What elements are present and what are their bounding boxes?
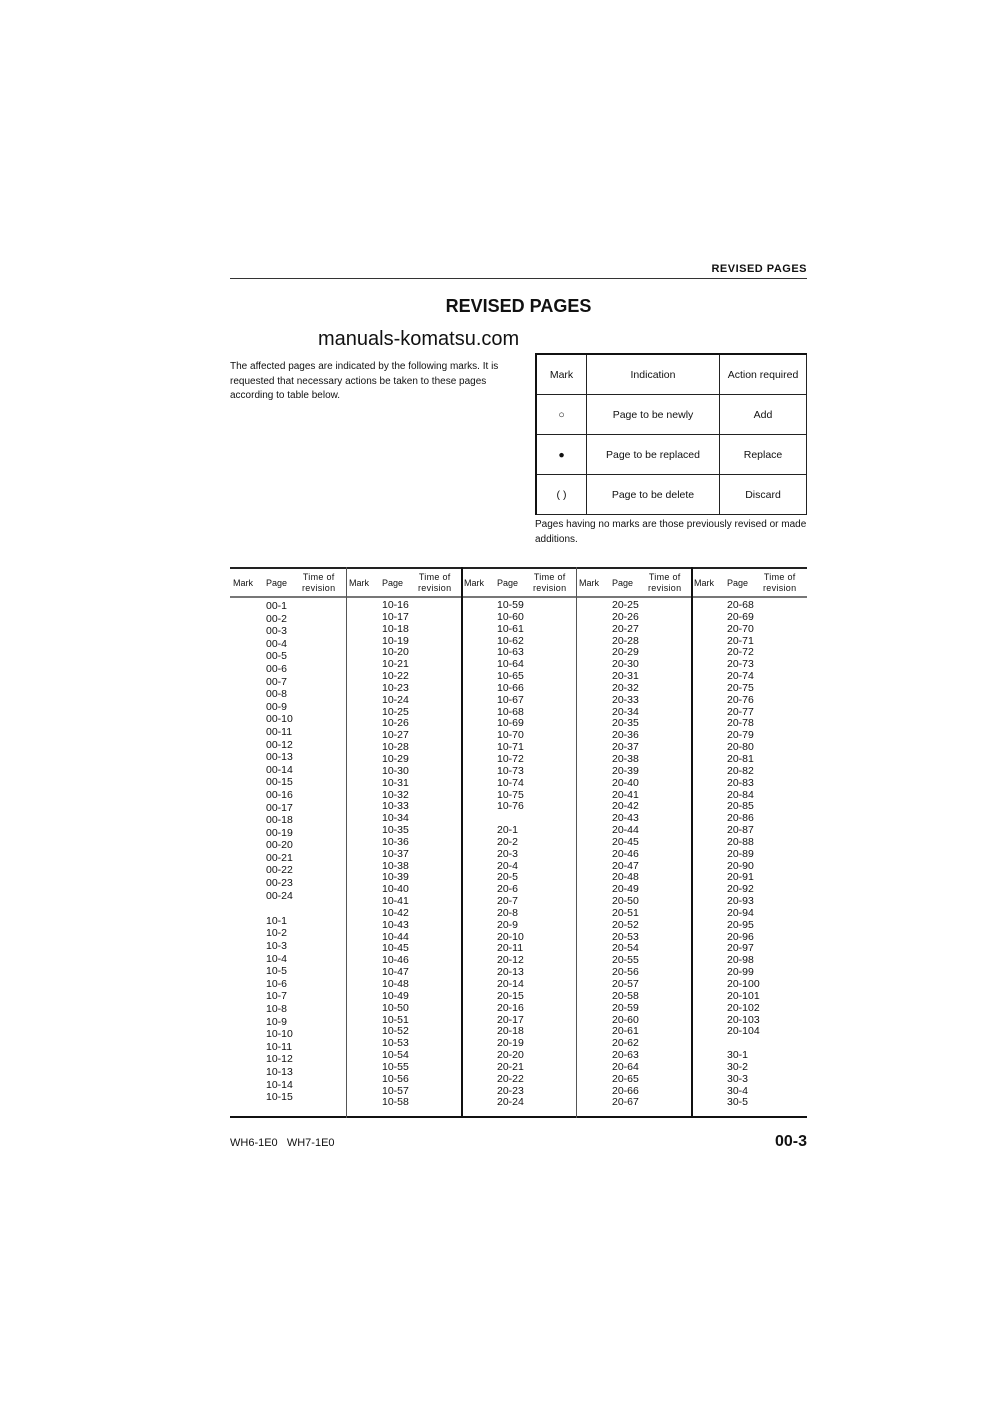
page-entry: 10-51 bbox=[382, 1013, 409, 1026]
page-entry: 20-77 bbox=[727, 705, 754, 718]
page-entry: 20-36 bbox=[612, 729, 639, 742]
page-entry: 10-72 bbox=[497, 752, 524, 765]
legend-header-action: Action required bbox=[720, 354, 807, 395]
page-entry: 20-86 bbox=[727, 812, 754, 825]
header-time: Time of bbox=[302, 572, 335, 582]
page-entry: 10-71 bbox=[497, 741, 524, 754]
page-entry: 20-37 bbox=[612, 741, 639, 754]
page-entry: 20-72 bbox=[727, 646, 754, 659]
page-entry: 10-1 bbox=[266, 914, 288, 927]
page-entry: 20-91 bbox=[727, 871, 754, 884]
page-entry: 20-98 bbox=[727, 954, 754, 967]
page-entry: 30-3 bbox=[727, 1072, 749, 1085]
page-entry: 20-61 bbox=[612, 1025, 639, 1038]
page-entry: 20-9 bbox=[497, 918, 519, 931]
page-entry: 20-59 bbox=[612, 1001, 639, 1014]
page-entry: 20-54 bbox=[612, 942, 639, 955]
page-entry: 10-11 bbox=[266, 1040, 293, 1053]
page-entry: 20-27 bbox=[612, 622, 639, 635]
page-entry: 20-81 bbox=[727, 752, 754, 765]
legend-indication: Page to be delete bbox=[587, 475, 720, 515]
open-circle-icon: ○ bbox=[536, 395, 587, 435]
page-entry: 20-10 bbox=[497, 930, 524, 943]
column-header-page bbox=[382, 570, 403, 596]
column-header-time-of-revision bbox=[763, 570, 796, 596]
page-entry: 00-14 bbox=[266, 763, 293, 776]
page-entry: 20-1 bbox=[497, 824, 519, 837]
table-header-rule bbox=[230, 596, 807, 598]
page-entry: 10-35 bbox=[382, 824, 409, 837]
page-entry: 20-16 bbox=[497, 1001, 524, 1014]
page-entry: 20-6 bbox=[497, 883, 519, 896]
page-entry: 00-8 bbox=[266, 688, 288, 701]
legend-note: Pages having no marks are those previously revised or made additions. bbox=[535, 519, 807, 545]
page-entry: 20-71 bbox=[727, 634, 754, 647]
page-entry: 30-1 bbox=[727, 1049, 749, 1062]
footer-models: WH6-1E0 WH7-1E0 bbox=[230, 1137, 335, 1149]
page-entry: 20-41 bbox=[612, 788, 639, 801]
page-entry: 10-9 bbox=[266, 1015, 288, 1028]
legend-header-row bbox=[536, 354, 807, 395]
page-entry: 10-13 bbox=[266, 1065, 293, 1078]
page-entry: 20-85 bbox=[727, 800, 754, 813]
page-entry: 20-57 bbox=[612, 978, 639, 990]
page-entry: 20-21 bbox=[497, 1060, 524, 1073]
header-time: Time of bbox=[648, 572, 681, 582]
page-entry: 10-31 bbox=[382, 776, 409, 789]
watermark: manuals-komatsu.com bbox=[318, 328, 520, 350]
page-entry: 20-13 bbox=[497, 966, 524, 979]
table-top-rule bbox=[230, 567, 807, 569]
page-entry: 20-79 bbox=[727, 729, 754, 742]
header-revision: revision bbox=[763, 583, 797, 593]
column-header-page bbox=[727, 570, 748, 596]
page-entry: 10-5 bbox=[266, 965, 288, 978]
page-entry: 10-54 bbox=[382, 1049, 409, 1062]
page-entry: 10-45 bbox=[382, 942, 409, 955]
page-entry: 20-74 bbox=[727, 670, 754, 683]
header-rule bbox=[230, 278, 807, 279]
header-page: Page bbox=[612, 578, 634, 588]
page-entry: 20-55 bbox=[612, 954, 639, 967]
page-entry: 10-32 bbox=[382, 788, 409, 801]
page-entry: 20-73 bbox=[727, 658, 754, 671]
page-entry: 00-23 bbox=[266, 877, 293, 890]
page-entry: 20-32 bbox=[612, 681, 639, 694]
page-entry: 00-10 bbox=[266, 713, 293, 726]
page-entry: 00-22 bbox=[266, 864, 293, 877]
legend-action: Add bbox=[720, 395, 807, 435]
page-entry: 10-75 bbox=[497, 788, 524, 801]
page-entry: 20-51 bbox=[612, 906, 639, 919]
header-time: Time of bbox=[418, 572, 451, 582]
page-entry: 20-29 bbox=[612, 646, 639, 659]
page-entry: 20-82 bbox=[727, 764, 754, 777]
page-entry: 10-40 bbox=[382, 883, 409, 896]
page-entry: 10-43 bbox=[382, 918, 409, 931]
page-entry: 20-69 bbox=[727, 610, 754, 623]
page-entry: 10-48 bbox=[382, 978, 409, 990]
page-entry: 20-50 bbox=[612, 895, 639, 908]
page-entry: 10-50 bbox=[382, 1001, 409, 1014]
page-entry: 00-6 bbox=[266, 662, 288, 675]
page-number: 00-3 bbox=[774, 1133, 807, 1150]
page-entry: 20-92 bbox=[727, 883, 754, 896]
page-entry: 20-39 bbox=[612, 764, 639, 777]
header-time: Time of bbox=[533, 572, 566, 582]
column-header-time-of-revision bbox=[648, 570, 681, 596]
page-entry: 20-94 bbox=[727, 906, 754, 919]
page-entry: 20-34 bbox=[612, 705, 639, 718]
column-header-mark bbox=[233, 570, 253, 596]
page-entry: 10-20 bbox=[382, 646, 409, 659]
page-entry: 20-87 bbox=[727, 824, 754, 837]
page-entry bbox=[266, 902, 293, 915]
page-list bbox=[727, 600, 760, 1109]
page-entry: 20-52 bbox=[612, 918, 639, 931]
page-entry: 20-15 bbox=[497, 989, 524, 1002]
page-entry: 20-3 bbox=[497, 847, 519, 860]
page-entry: 20-64 bbox=[612, 1060, 639, 1073]
page-entry: 10-15 bbox=[266, 1091, 293, 1104]
page-entry: 10-19 bbox=[382, 634, 409, 647]
page-entry: 00-21 bbox=[266, 851, 293, 864]
page-entry: 20-2 bbox=[497, 835, 519, 848]
page-entry: 20-78 bbox=[727, 717, 754, 730]
page-entry: 20-75 bbox=[727, 681, 754, 694]
header-page: Page bbox=[382, 578, 404, 588]
column-header-time-of-revision bbox=[533, 570, 566, 596]
page-entry: 30-4 bbox=[727, 1084, 749, 1097]
page-entry: 10-46 bbox=[382, 954, 409, 967]
page-list bbox=[382, 600, 409, 1109]
page-entry: 10-63 bbox=[497, 646, 524, 659]
page-entry: 10-59 bbox=[497, 599, 524, 611]
column-header-time-of-revision bbox=[418, 570, 451, 596]
page-entry: 10-53 bbox=[382, 1037, 409, 1050]
page-entry: 20-62 bbox=[612, 1037, 639, 1050]
page-entry: 20-88 bbox=[727, 835, 754, 848]
page-entry: 10-3 bbox=[266, 940, 288, 953]
page-entry: 10-2 bbox=[266, 927, 288, 940]
page-entry: 10-26 bbox=[382, 717, 409, 730]
page-entry: 10-55 bbox=[382, 1060, 409, 1073]
column-divider bbox=[691, 567, 693, 1118]
page-entry: 00-2 bbox=[266, 612, 288, 625]
legend-row-replace bbox=[536, 435, 807, 475]
page-entry: 20-47 bbox=[612, 859, 639, 872]
page-entry: 00-1 bbox=[266, 600, 288, 612]
page-entry: 10-69 bbox=[497, 717, 524, 730]
page-entry: 20-28 bbox=[612, 634, 639, 647]
page-entry: 10-61 bbox=[497, 622, 524, 635]
page-entry: 10-17 bbox=[382, 610, 409, 623]
page-entry: 20-63 bbox=[612, 1049, 639, 1062]
page-entry: 20-89 bbox=[727, 847, 754, 860]
page-entry: 20-12 bbox=[497, 954, 524, 967]
page-entry: 10-36 bbox=[382, 835, 409, 848]
page-entry: 10-47 bbox=[382, 966, 409, 979]
intro-text: The affected pages are indicated by the following marks. It is requested that necessary actions be taken to these pages according to table below. bbox=[230, 361, 499, 401]
page-entry: 20-103 bbox=[727, 1013, 760, 1026]
header-revision: revision bbox=[418, 583, 452, 593]
page-entry: 00-13 bbox=[266, 751, 293, 764]
page-entry: 10-58 bbox=[382, 1096, 409, 1109]
page-entry: 30-2 bbox=[727, 1060, 749, 1073]
page-entry: 20-26 bbox=[612, 610, 639, 623]
page-entry: 10-14 bbox=[266, 1078, 293, 1091]
page-entry: 00-7 bbox=[266, 675, 288, 688]
page-entry: 10-18 bbox=[382, 622, 409, 635]
page-entry: 30-5 bbox=[727, 1096, 749, 1109]
page-entry: 20-56 bbox=[612, 966, 639, 979]
page-entry: 20-70 bbox=[727, 622, 754, 635]
header-revision: revision bbox=[302, 583, 336, 593]
page-entry: 20-83 bbox=[727, 776, 754, 789]
page-entry: 10-27 bbox=[382, 729, 409, 742]
column-header-mark bbox=[464, 570, 484, 596]
column-header-time-of-revision bbox=[302, 570, 335, 596]
page-entry: 10-8 bbox=[266, 1003, 288, 1015]
page-entry: 10-76 bbox=[497, 800, 524, 813]
page-entry: 00-18 bbox=[266, 814, 293, 827]
header-mark: Mark bbox=[233, 578, 253, 588]
page-entry: 10-60 bbox=[497, 610, 524, 623]
page-entry: 10-24 bbox=[382, 693, 409, 706]
page-entry: 10-74 bbox=[497, 776, 524, 789]
page-entry: 10-34 bbox=[382, 812, 409, 825]
page-entry: 10-44 bbox=[382, 930, 409, 943]
page-entry: 20-96 bbox=[727, 930, 754, 943]
legend-row-discard bbox=[536, 475, 807, 515]
page-entry: 20-45 bbox=[612, 835, 639, 848]
page-entry: 10-25 bbox=[382, 705, 409, 718]
page-entry: 20-7 bbox=[497, 895, 519, 908]
page-entry: 10-49 bbox=[382, 989, 409, 1002]
page-entry: 10-42 bbox=[382, 906, 409, 919]
page-entry: 10-33 bbox=[382, 800, 409, 813]
filled-circle-icon: ● bbox=[536, 435, 587, 475]
page-entry: 20-20 bbox=[497, 1049, 524, 1062]
page-entry: 10-16 bbox=[382, 599, 409, 611]
table-bottom-rule bbox=[230, 1116, 807, 1118]
page-entry: 10-67 bbox=[497, 693, 524, 706]
column-header-mark bbox=[694, 570, 714, 596]
page-entry: 10-22 bbox=[382, 670, 409, 683]
page-entry: 20-68 bbox=[727, 599, 754, 611]
page-entry: 20-80 bbox=[727, 741, 754, 754]
page-entry: 20-33 bbox=[612, 693, 639, 706]
page-entry: 10-70 bbox=[497, 729, 524, 742]
header-revision: revision bbox=[648, 583, 682, 593]
page-entry: 20-17 bbox=[497, 1013, 524, 1026]
header-time: Time of bbox=[763, 572, 796, 582]
header-page: Page bbox=[266, 578, 288, 588]
column-header-mark bbox=[579, 570, 599, 596]
header-mark: Mark bbox=[464, 578, 484, 588]
page-entry: 20-102 bbox=[727, 1001, 760, 1014]
page-entry: 10-10 bbox=[266, 1028, 293, 1041]
page-entry: 20-76 bbox=[727, 693, 754, 706]
page-entry: 20-93 bbox=[727, 895, 754, 908]
page-entry: 10-64 bbox=[497, 658, 524, 671]
header-mark: Mark bbox=[694, 578, 714, 588]
legend-table bbox=[535, 353, 807, 515]
page-entry: 10-37 bbox=[382, 847, 409, 860]
column-header-mark bbox=[349, 570, 369, 596]
page-entry: 20-8 bbox=[497, 906, 519, 919]
page-list bbox=[612, 600, 639, 1109]
page-entry: 20-25 bbox=[612, 599, 639, 611]
page-entry: 10-41 bbox=[382, 895, 409, 908]
page-entry: 10-65 bbox=[497, 670, 524, 683]
page-entry: 20-95 bbox=[727, 918, 754, 931]
page-entry: 20-104 bbox=[727, 1025, 760, 1038]
page-entry: 20-66 bbox=[612, 1084, 639, 1097]
page-entry: 10-6 bbox=[266, 977, 288, 990]
page-entry: 10-66 bbox=[497, 681, 524, 694]
running-header: REVISED PAGES bbox=[711, 263, 807, 275]
column-header-page bbox=[266, 570, 287, 596]
page-entry: 20-44 bbox=[612, 824, 639, 837]
page-entry: 20-31 bbox=[612, 670, 639, 683]
legend-action: Discard bbox=[720, 475, 807, 515]
page-entry: 20-49 bbox=[612, 883, 639, 896]
column-divider bbox=[461, 567, 463, 1118]
page-entry: 20-101 bbox=[727, 989, 760, 1002]
page-entry: 10-12 bbox=[266, 1053, 293, 1066]
page-entry: 00-9 bbox=[266, 700, 288, 713]
page-entry: 00-24 bbox=[266, 889, 293, 902]
page-entry: 00-3 bbox=[266, 625, 288, 638]
header-mark: Mark bbox=[579, 578, 599, 588]
page-entry: 20-18 bbox=[497, 1025, 524, 1038]
page-entry: 20-43 bbox=[612, 812, 639, 825]
page-list bbox=[497, 600, 524, 1109]
page-entry: 20-48 bbox=[612, 871, 639, 884]
page-entry: 20-84 bbox=[727, 788, 754, 801]
page-entry: 20-42 bbox=[612, 800, 639, 813]
page-entry: 10-4 bbox=[266, 952, 288, 965]
column-divider bbox=[576, 567, 577, 1118]
page-entry: 10-68 bbox=[497, 705, 524, 718]
page-entry: 00-19 bbox=[266, 826, 293, 839]
page-entry: 10-28 bbox=[382, 741, 409, 754]
page-entry: 00-4 bbox=[266, 637, 288, 650]
page-entry: 20-40 bbox=[612, 776, 639, 789]
page-entry: 00-16 bbox=[266, 788, 293, 801]
page-entry: 10-7 bbox=[266, 990, 288, 1003]
header-page: Page bbox=[727, 578, 749, 588]
legend-row-add bbox=[536, 395, 807, 435]
page-entry: 00-17 bbox=[266, 801, 293, 814]
page-entry: 20-14 bbox=[497, 978, 524, 990]
page-entry: 10-57 bbox=[382, 1084, 409, 1097]
page-entry: 10-29 bbox=[382, 752, 409, 765]
legend-indication: Page to be replaced bbox=[587, 435, 720, 475]
legend-action: Replace bbox=[720, 435, 807, 475]
page-entry: 20-99 bbox=[727, 966, 754, 979]
legend-indication: Page to be newly bbox=[587, 395, 720, 435]
page-entry: 20-60 bbox=[612, 1013, 639, 1026]
header-revision: revision bbox=[533, 583, 567, 593]
page-entry: 20-67 bbox=[612, 1096, 639, 1109]
page-entry: 20-23 bbox=[497, 1084, 524, 1097]
page-list bbox=[266, 600, 293, 1104]
page-entry: 20-24 bbox=[497, 1096, 524, 1109]
column-header-page bbox=[612, 570, 633, 596]
page-entry: 00-20 bbox=[266, 839, 293, 852]
legend-header-mark: Mark bbox=[536, 354, 587, 395]
parentheses-icon: ( ) bbox=[536, 475, 587, 515]
page-entry: 10-52 bbox=[382, 1025, 409, 1038]
page-entry: 10-21 bbox=[382, 658, 409, 671]
page-entry: 10-30 bbox=[382, 764, 409, 777]
page-entry: 10-38 bbox=[382, 859, 409, 872]
header-page: Page bbox=[497, 578, 519, 588]
page-entry: 20-22 bbox=[497, 1072, 524, 1085]
page-entry: 00-15 bbox=[266, 776, 293, 789]
page-title: REVISED PAGES bbox=[445, 296, 592, 316]
column-header-page bbox=[497, 570, 518, 596]
page-entry: 20-100 bbox=[727, 978, 760, 990]
page-entry: 10-73 bbox=[497, 764, 524, 777]
page-entry: 20-90 bbox=[727, 859, 754, 872]
page-entry: 10-23 bbox=[382, 681, 409, 694]
page-entry: 20-97 bbox=[727, 942, 754, 955]
page-entry: 20-35 bbox=[612, 717, 639, 730]
page-entry: 20-46 bbox=[612, 847, 639, 860]
page-entry: 10-56 bbox=[382, 1072, 409, 1085]
page-entry: 00-5 bbox=[266, 650, 288, 663]
page-entry: 00-12 bbox=[266, 738, 293, 751]
page-entry: 20-30 bbox=[612, 658, 639, 671]
page-entry: 20-11 bbox=[497, 942, 524, 955]
page-entry: 20-19 bbox=[497, 1037, 524, 1050]
page-entry: 10-39 bbox=[382, 871, 409, 884]
page-entry: 10-62 bbox=[497, 634, 524, 647]
legend-header-indication: Indication bbox=[587, 354, 720, 395]
header-mark: Mark bbox=[349, 578, 369, 588]
page-entry: 00-11 bbox=[266, 725, 293, 738]
page-entry: 20-65 bbox=[612, 1072, 639, 1085]
page-entry: 20-5 bbox=[497, 871, 519, 884]
page-entry: 20-4 bbox=[497, 859, 519, 872]
page-entry: 20-38 bbox=[612, 752, 639, 765]
page-entry: 20-58 bbox=[612, 989, 639, 1002]
page-entry: 20-53 bbox=[612, 930, 639, 943]
column-divider bbox=[346, 567, 347, 1118]
